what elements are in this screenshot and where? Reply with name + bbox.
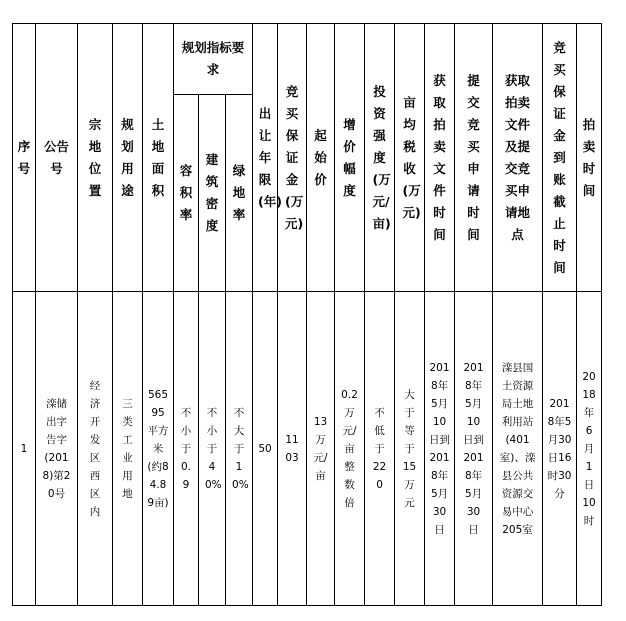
- cell-location: 经济开发区西区内: [78, 292, 113, 606]
- cell-deposit-deadline: 2018年5月30日16时30分: [543, 292, 577, 606]
- header-auction-time: 拍卖时间: [577, 24, 602, 292]
- cell-investment: 不低于220: [365, 292, 395, 606]
- cell-apply-time: 2018年5月10日到2018年5月30日: [455, 292, 493, 606]
- cell-plot-ratio: 不小于0.9: [174, 292, 199, 606]
- header-area: 土地面积: [143, 24, 174, 292]
- cell-deposit: 1103: [278, 292, 307, 606]
- header-land-use: 规划用途: [113, 24, 143, 292]
- header-plot-ratio: 容积率: [174, 95, 199, 292]
- cell-increment: 0.2万元/亩整数倍: [335, 292, 365, 606]
- cell-start-price: 13万元/亩: [307, 292, 335, 606]
- cell-auction-time: 2018年6月1日10时: [577, 292, 602, 606]
- land-auction-table: [12, 23, 602, 606]
- cell-notice-no: 滦储出字告字(2018)第20号: [36, 292, 78, 606]
- header-building-density: 建筑密度: [199, 95, 226, 292]
- header-location: 宗地位置: [78, 24, 113, 292]
- cell-term: 50: [253, 292, 278, 606]
- header-increment: 增价幅度: [335, 24, 365, 292]
- header-investment: 投资强度(万元/亩): [365, 24, 395, 292]
- header-planning-group: 规划指标要求: [174, 24, 253, 95]
- cell-seq: 1: [13, 292, 36, 606]
- header-deposit-deadline: 竞买保证金到账截止时间: [543, 24, 577, 292]
- header-term: 出让年限(年): [253, 24, 278, 292]
- cell-green-ratio: 不大于10%: [226, 292, 253, 606]
- cell-tax: 大于等于15万元: [395, 292, 425, 606]
- cell-get-doc-time: 2018年5月10日到2018年5月30日: [425, 292, 455, 606]
- cell-building-density: 不小于40%: [199, 292, 226, 606]
- header-green-ratio: 绿地率: [226, 95, 253, 292]
- header-apply-time: 提交竞买申请时间: [455, 24, 493, 292]
- table-row: [13, 292, 602, 606]
- cell-area: 56595平方米(约84.89亩): [143, 292, 174, 606]
- header-seq: 序号: [13, 24, 36, 292]
- cell-land-use: 三类工业用地: [113, 292, 143, 606]
- header-deposit: 竞买保证金(万元): [278, 24, 307, 292]
- header-get-doc-time: 获取拍卖文件时间: [425, 24, 455, 292]
- header-tax: 亩均税收(万元): [395, 24, 425, 292]
- header-start-price: 起始价: [307, 24, 335, 292]
- header-place: 获取拍卖文件及提交竞买申请地点: [493, 24, 543, 292]
- cell-place: 滦县国土资源局土地利用站(401室)、滦县公共资源交易中心205室: [493, 292, 543, 606]
- header-notice-no: 公告号: [36, 24, 78, 292]
